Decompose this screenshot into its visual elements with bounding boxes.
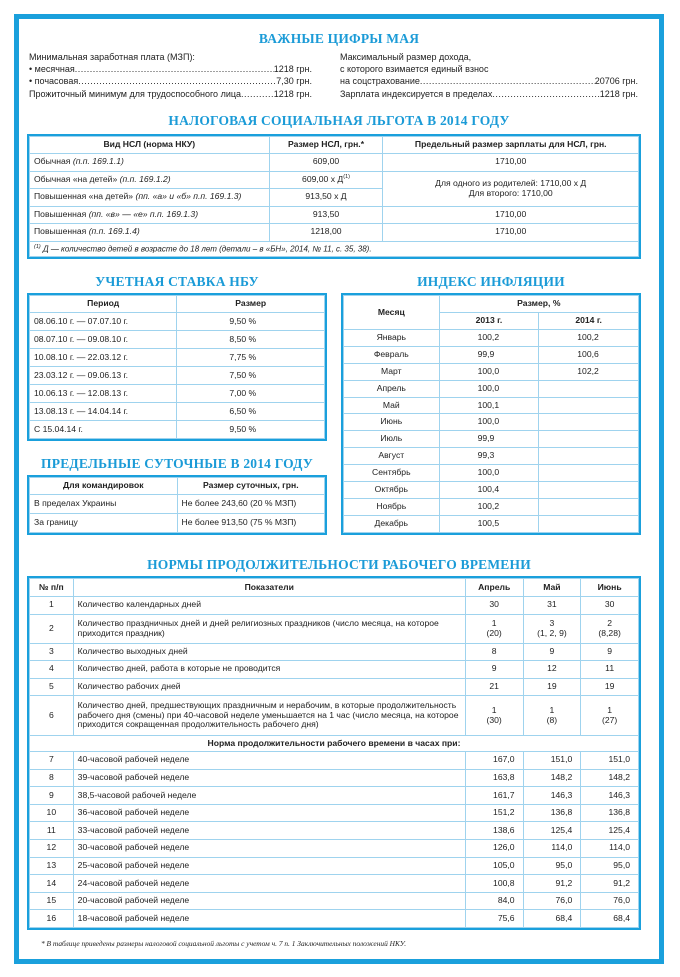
norms-index-cell: 2 xyxy=(30,614,74,643)
dot-leader xyxy=(78,75,276,87)
norms-index-cell: 9 xyxy=(30,787,74,805)
norms-indicator-cell: Количество календарных дней xyxy=(73,597,465,615)
inflation-value-cell xyxy=(539,431,639,448)
norms-row xyxy=(30,804,639,822)
norms-value-cell: 167,0 xyxy=(465,752,523,770)
norms-value-cell: 163,8 xyxy=(465,769,523,787)
norms-value-cell: 11 xyxy=(581,661,639,679)
nbu-table-cell: С 15.04.14 г. xyxy=(30,421,177,439)
nsl-table xyxy=(29,136,639,257)
norms-value-cell: 151,0 xyxy=(523,752,581,770)
nsl-amount-value: 1218,00 xyxy=(310,226,342,237)
nsl-row xyxy=(30,171,639,189)
norms-row xyxy=(30,678,639,696)
nbu-table-row xyxy=(30,385,325,403)
norms-row xyxy=(30,910,639,928)
inflation-month-cell: Октябрь xyxy=(344,482,440,499)
norms-row xyxy=(30,661,639,679)
figure-row xyxy=(340,75,638,87)
inflation-value-cell: 100,2 xyxy=(439,330,539,347)
nsl-amount-value: 913,50 xyxy=(312,208,340,219)
figure-label: Зарплата индексируется в пределах xyxy=(340,88,493,99)
inflation-value-cell xyxy=(539,397,639,414)
daily-title: ПРЕДЕЛЬНЫЕ СУТОЧНЫЕ В 2014 ГОДУ xyxy=(41,456,313,471)
inflation-month-cell: Февраль xyxy=(344,346,440,363)
norms-index-cell: 13 xyxy=(30,857,74,875)
inflation-month-cell: Август xyxy=(344,448,440,465)
nbu-table-cell: 9,50 % xyxy=(177,421,325,439)
inflation-month-cell: Май xyxy=(344,397,440,414)
nbu-table-header-row xyxy=(30,296,325,313)
norms-row xyxy=(30,875,639,893)
norms-title: НОРМЫ ПРОДОЛЖИТЕЛЬНОСТИ РАБОЧЕГО ВРЕМЕНИ xyxy=(147,557,531,572)
nbu-table-cell: 08.06.10 г. — 07.07.10 г. xyxy=(30,313,177,331)
nbu-table-cell: 13.08.13 г. — 14.04.14 г. xyxy=(30,403,177,421)
norms-indicator-cell: 38,5-часовой рабочей неделе xyxy=(73,787,465,805)
figure-label: Прожиточный минимум для трудоспособного лица xyxy=(29,88,242,99)
inflation-row xyxy=(344,482,639,499)
norms-row xyxy=(30,752,639,770)
norms-value-cell: 114,0 xyxy=(581,839,639,857)
nsl-amount-cell xyxy=(269,154,383,172)
inflation-row xyxy=(344,465,639,482)
nbu-table-cell: 7,50 % xyxy=(177,367,325,385)
inflation-table xyxy=(343,295,639,533)
norms-value-cell: 91,2 xyxy=(523,875,581,893)
nsl-type-ref: (п.п. 169.1.4) xyxy=(88,226,140,237)
norms-index-cell: 11 xyxy=(30,822,74,840)
norms-value-cell: 21 xyxy=(465,678,523,696)
key-figures-right xyxy=(340,51,638,100)
norms-value-cell: 3 (1, 2, 9) xyxy=(523,614,581,643)
dot-leader xyxy=(241,88,274,100)
norms-indicator-cell: 40-часовой рабочей неделе xyxy=(73,752,465,770)
inflation-value-cell: 100,0 xyxy=(439,465,539,482)
norms-value-cell: 75,6 xyxy=(465,910,523,928)
nsl-type-ref: (пп. «а» и «б» п.п. 169.1.3) xyxy=(135,191,242,202)
key-figures-title: ВАЖНЫЕ ЦИФРЫ МАЯ xyxy=(258,31,420,46)
norms-row xyxy=(30,696,639,736)
inflation-row xyxy=(344,431,639,448)
nsl-type-cell xyxy=(30,189,270,207)
daily-table-row xyxy=(30,495,325,514)
norms-indicator-cell: Количество дней, предшествующих праздничным и нерабочим, в которые продолжительность рабочего дня (смены) при 40-часовой неделе уменьшается на 1 час (число месяца, на которое приходится сокращенная продолжительность рабочего дня) xyxy=(73,696,465,736)
nsl-limit-cell: Для одного из родителей: 1710,00 х Д Для второго: 1710,00 xyxy=(383,171,639,206)
nsl-row xyxy=(30,224,639,242)
norms-value-cell: 30 xyxy=(581,597,639,615)
daily-table-cell: За границу xyxy=(30,514,178,533)
norms-row xyxy=(30,769,639,787)
norms-value-cell: 146,3 xyxy=(523,787,581,805)
norms-value-cell: 136,8 xyxy=(581,804,639,822)
inflation-row xyxy=(344,515,639,532)
nbu-table-cell: 23.03.12 г. — 09.06.13 г. xyxy=(30,367,177,385)
norms-value-cell: 1 (8) xyxy=(523,696,581,736)
inflation-value-cell: 100,0 xyxy=(439,414,539,431)
figure-value: 1218 грн. xyxy=(273,64,312,75)
norms-value-cell: 95,0 xyxy=(581,857,639,875)
norms-value-cell: 68,4 xyxy=(523,910,581,928)
norms-value-cell: 138,6 xyxy=(465,822,523,840)
norms-row xyxy=(30,892,639,910)
norms-index-cell: 16 xyxy=(30,910,74,928)
norms-table xyxy=(29,578,639,928)
inflation-value-cell: 99,9 xyxy=(439,346,539,363)
norms-table-frame xyxy=(27,576,641,930)
nbu-table-row xyxy=(30,421,325,439)
nsl-amount-cell xyxy=(269,224,383,242)
dot-leader xyxy=(75,63,274,75)
norms-subheader: Норма продолжительности рабочего времени в часах при: xyxy=(30,736,639,752)
norms-indicator-cell: 25-часовой рабочей неделе xyxy=(73,857,465,875)
inflation-row xyxy=(344,397,639,414)
nsl-limit-cell: 1710,00 xyxy=(383,224,639,242)
norms-indicator-cell: Количество дней, работа в которые не проводится xyxy=(73,661,465,679)
nsl-amount-cell xyxy=(269,206,383,224)
inflation-value-cell: 102,2 xyxy=(539,363,639,380)
nsl-row xyxy=(30,206,639,224)
nbu-title: УЧЕТНАЯ СТАВКА НБУ xyxy=(95,274,259,289)
inflation-table-frame xyxy=(341,293,641,535)
nsl-type-name: Повышенная «на детей» xyxy=(34,191,136,202)
nsl-row xyxy=(30,154,639,172)
norms-indicator-cell: 18-часовой рабочей неделе xyxy=(73,910,465,928)
income-text-line: с которого взимается единый взнос xyxy=(340,64,489,75)
norms-indicator-cell: 24-часовой рабочей неделе xyxy=(73,875,465,893)
inflation-row xyxy=(344,414,639,431)
inflation-size-header: Размер, % xyxy=(439,296,638,313)
nsl-type-ref: (п.п. 169.1.2) xyxy=(119,173,171,184)
inflation-row xyxy=(344,363,639,380)
norms-value-cell: 151,0 xyxy=(581,752,639,770)
min-wage-heading: Минимальная заработная плата (МЗП): xyxy=(29,52,195,62)
norms-value-cell: 146,3 xyxy=(581,787,639,805)
inflation-month-header: Месяц xyxy=(344,296,440,330)
norms-value-cell: 114,0 xyxy=(523,839,581,857)
nsl-amount-value: 609,00 xyxy=(312,156,340,167)
norms-index-cell: 14 xyxy=(30,875,74,893)
nbu-table-cell: 9,50 % xyxy=(177,313,325,331)
norms-header-cell: Май xyxy=(523,579,581,597)
daily-table-cell: Не более 243,60 (20 % МЗП) xyxy=(177,495,324,514)
norms-row xyxy=(30,643,639,661)
daily-table-header-cell: Размер суточных, грн. xyxy=(177,478,324,495)
inflation-value-cell xyxy=(539,498,639,515)
inflation-value-cell: 100,2 xyxy=(539,330,639,347)
norms-index-cell: 5 xyxy=(30,678,74,696)
norms-index-cell: 7 xyxy=(30,752,74,770)
nsl-type-name: Повышенная xyxy=(34,226,89,237)
norms-value-cell: 76,0 xyxy=(523,892,581,910)
norms-value-cell: 1 (20) xyxy=(465,614,523,643)
inflation-month-cell: Апрель xyxy=(344,380,440,397)
norms-value-cell: 19 xyxy=(581,678,639,696)
inflation-row xyxy=(344,330,639,347)
nsl-title: НАЛОГОВАЯ СОЦИАЛЬНАЯ ЛЬГОТА В 2014 ГОДУ xyxy=(168,113,510,128)
inflation-value-cell: 100,0 xyxy=(439,363,539,380)
norms-indicator-cell: 36-часовой рабочей неделе xyxy=(73,804,465,822)
norms-index-cell: 3 xyxy=(30,643,74,661)
nbu-table-row xyxy=(30,367,325,385)
nsl-note-mark: (1) xyxy=(34,243,41,250)
nsl-type-name: Обычная «на детей» xyxy=(34,173,120,184)
page-frame xyxy=(14,14,664,964)
norms-value-cell: 1 (27) xyxy=(581,696,639,736)
norms-value-cell: 12 xyxy=(523,661,581,679)
page-content xyxy=(27,19,651,959)
norms-subheader-row xyxy=(30,736,639,752)
nbu-table-row xyxy=(30,403,325,421)
figure-label: • месячная xyxy=(29,64,75,75)
inflation-title: ИНДЕКС ИНФЛЯЦИИ xyxy=(417,274,565,289)
nsl-header-cell: Размер НСЛ, грн.* xyxy=(269,137,383,154)
inflation-value-cell xyxy=(539,380,639,397)
norms-header-cell: Показатели xyxy=(73,579,465,597)
norms-indicator-cell: 39-часовой рабочей неделе xyxy=(73,769,465,787)
norms-value-cell: 125,4 xyxy=(523,822,581,840)
norms-index-cell: 15 xyxy=(30,892,74,910)
norms-value-cell: 9 xyxy=(581,643,639,661)
daily-table-frame xyxy=(27,475,327,535)
inflation-value-cell: 100,4 xyxy=(439,482,539,499)
nbu-table-cell: 7,00 % xyxy=(177,385,325,403)
norms-value-cell: 95,0 xyxy=(523,857,581,875)
norms-index-cell: 10 xyxy=(30,804,74,822)
nbu-table-cell: 10.08.10 г. — 22.03.12 г. xyxy=(30,349,177,367)
daily-table-cell: В пределах Украины xyxy=(30,495,178,514)
footer-note: * В таблице приведены размеры налоговой социальной льготы с учетом ч. 7 п. 1 Заключительных положений НКУ. xyxy=(41,939,407,948)
nsl-type-cell xyxy=(30,206,270,224)
norms-row xyxy=(30,597,639,615)
inflation-month-cell: Сентябрь xyxy=(344,465,440,482)
norms-value-cell: 84,0 xyxy=(465,892,523,910)
norms-value-cell: 151,2 xyxy=(465,804,523,822)
inflation-month-cell: Март xyxy=(344,363,440,380)
inflation-row xyxy=(344,498,639,515)
norms-row xyxy=(30,614,639,643)
figure-row xyxy=(29,75,312,87)
inflation-value-cell: 100,5 xyxy=(439,515,539,532)
nsl-limit-cell: 1710,00 xyxy=(383,206,639,224)
nsl-note-row xyxy=(30,241,639,256)
figure-value: 1218 грн. xyxy=(599,88,638,99)
daily-table-row xyxy=(30,514,325,533)
inflation-row xyxy=(344,346,639,363)
daily-table-header-row xyxy=(30,478,325,495)
nsl-type-ref: (пп. «в» — «е» п.п. 169.1.3) xyxy=(88,208,199,219)
nsl-note-cell xyxy=(30,241,639,256)
nbu-table-cell: 08.07.10 г. — 09.08.10 г. xyxy=(30,331,177,349)
figure-value: 1218 грн. xyxy=(273,88,312,99)
nsl-type-cell xyxy=(30,224,270,242)
norms-value-cell: 9 xyxy=(465,661,523,679)
daily-table-header-cell: Для командировок xyxy=(30,478,178,495)
nbu-table-row xyxy=(30,313,325,331)
dot-leader xyxy=(492,88,599,100)
nbu-table-header-cell: Период xyxy=(30,296,177,313)
nsl-type-name: Обычная xyxy=(34,156,73,167)
inflation-month-cell: Январь xyxy=(344,330,440,347)
inflation-value-cell: 99,3 xyxy=(439,448,539,465)
inflation-row xyxy=(344,380,639,397)
norms-value-cell: 148,2 xyxy=(523,769,581,787)
norms-index-cell: 4 xyxy=(30,661,74,679)
norms-value-cell: 8 xyxy=(465,643,523,661)
nbu-table-row xyxy=(30,349,325,367)
norms-index-cell: 8 xyxy=(30,769,74,787)
norms-value-cell: 100,8 xyxy=(465,875,523,893)
inflation-value-cell xyxy=(539,515,639,532)
norms-row xyxy=(30,787,639,805)
nsl-type-ref: (п.п. 169.1.1) xyxy=(72,156,124,167)
norms-index-cell: 6 xyxy=(30,696,74,736)
norms-header-row xyxy=(30,579,639,597)
nsl-amount-value: 609,00 х Д xyxy=(302,174,344,185)
nbu-table xyxy=(29,295,325,439)
inflation-header-row xyxy=(344,296,639,313)
nbu-table-cell: 7,75 % xyxy=(177,349,325,367)
inflation-value-cell: 100,6 xyxy=(539,346,639,363)
inflation-value-cell xyxy=(539,482,639,499)
nbu-table-cell: 10.06.13 г. — 12.08.13 г. xyxy=(30,385,177,403)
norms-value-cell: 30 xyxy=(465,597,523,615)
inflation-value-cell xyxy=(539,448,639,465)
nsl-type-cell xyxy=(30,154,270,172)
inflation-month-cell: Июль xyxy=(344,431,440,448)
figure-value: 7,30 грн. xyxy=(276,76,312,87)
norms-indicator-cell: Количество праздничных дней и дней религиозных праздников (число месяца, на которое приходится праздник) xyxy=(73,614,465,643)
inflation-month-cell: Июнь xyxy=(344,414,440,431)
daily-table xyxy=(29,477,325,533)
norms-value-cell: 126,0 xyxy=(465,839,523,857)
norms-indicator-cell: 20-часовой рабочей неделе xyxy=(73,892,465,910)
nbu-table-frame xyxy=(27,293,327,441)
nsl-header-row xyxy=(30,137,639,154)
nsl-type-name: Повышенная xyxy=(34,208,89,219)
norms-row xyxy=(30,857,639,875)
inflation-value-cell: 100,2 xyxy=(439,498,539,515)
nsl-type-cell xyxy=(30,171,270,189)
figure-row xyxy=(29,63,312,75)
nsl-header-cell: Предельный размер зарплаты для НСЛ, грн. xyxy=(383,137,639,154)
inflation-value-cell xyxy=(539,465,639,482)
norms-value-cell: 105,0 xyxy=(465,857,523,875)
norms-value-cell: 125,4 xyxy=(581,822,639,840)
norms-value-cell: 68,4 xyxy=(581,910,639,928)
norms-value-cell: 19 xyxy=(523,678,581,696)
nsl-amount-cell xyxy=(269,171,383,189)
norms-index-cell: 12 xyxy=(30,839,74,857)
nbu-table-cell: 8,50 % xyxy=(177,331,325,349)
norms-value-cell: 31 xyxy=(523,597,581,615)
nsl-limit-cell: 1710,00 xyxy=(383,154,639,172)
norms-indicator-cell: Количество выходных дней xyxy=(73,643,465,661)
figure-label: • почасовая xyxy=(29,76,79,87)
norms-value-cell: 76,0 xyxy=(581,892,639,910)
norms-row xyxy=(30,839,639,857)
norms-value-cell: 1 (30) xyxy=(465,696,523,736)
norms-header-cell: № п/п xyxy=(30,579,74,597)
inflation-value-cell: 99,9 xyxy=(439,431,539,448)
nbu-table-header-cell: Размер xyxy=(177,296,325,313)
nsl-amount-value: 913,50 х Д xyxy=(305,191,347,202)
norms-indicator-cell: 30-часовой рабочей неделе xyxy=(73,839,465,857)
norms-value-cell: 2 (8,28) xyxy=(581,614,639,643)
daily-table-cell: Не более 913,50 (75 % МЗП) xyxy=(177,514,324,533)
norms-index-cell: 1 xyxy=(30,597,74,615)
norms-value-cell: 91,2 xyxy=(581,875,639,893)
inflation-value-cell xyxy=(539,414,639,431)
inflation-month-cell: Декабрь xyxy=(344,515,440,532)
inflation-year-header: 2013 г. xyxy=(439,313,539,330)
nsl-header-cell: Вид НСЛ (норма НКУ) xyxy=(30,137,270,154)
norms-indicator-cell: Количество рабочих дней xyxy=(73,678,465,696)
dot-leader xyxy=(420,75,595,87)
norms-value-cell: 161,7 xyxy=(465,787,523,805)
figure-row xyxy=(340,88,638,100)
figure-row xyxy=(29,88,312,100)
nsl-amount-footnote-mark: (1) xyxy=(343,174,350,181)
inflation-value-cell: 100,0 xyxy=(439,380,539,397)
norms-header-cell: Июнь xyxy=(581,579,639,597)
figure-label: на соцстрахование xyxy=(340,76,420,87)
inflation-year-header: 2014 г. xyxy=(539,313,639,330)
norms-value-cell: 148,2 xyxy=(581,769,639,787)
norms-header-cell: Апрель xyxy=(465,579,523,597)
inflation-value-cell: 100,1 xyxy=(439,397,539,414)
income-text-line: Максимальный размер дохода, xyxy=(340,52,472,62)
nsl-amount-cell xyxy=(269,189,383,207)
norms-indicator-cell: 33-часовой рабочей неделе xyxy=(73,822,465,840)
norms-value-cell: 136,8 xyxy=(523,804,581,822)
inflation-month-cell: Ноябрь xyxy=(344,498,440,515)
key-figures-left xyxy=(29,51,312,100)
inflation-row xyxy=(344,448,639,465)
nbu-table-row xyxy=(30,331,325,349)
nsl-table-frame xyxy=(27,134,641,259)
nbu-table-cell: 6,50 % xyxy=(177,403,325,421)
nsl-note-text: Д — количество детей в возрасте до 18 лет (детали – в «БН», 2014, № 11, с. 35, 38). xyxy=(40,244,372,254)
norms-row xyxy=(30,822,639,840)
figure-value: 20706 грн. xyxy=(594,76,638,87)
norms-value-cell: 9 xyxy=(523,643,581,661)
